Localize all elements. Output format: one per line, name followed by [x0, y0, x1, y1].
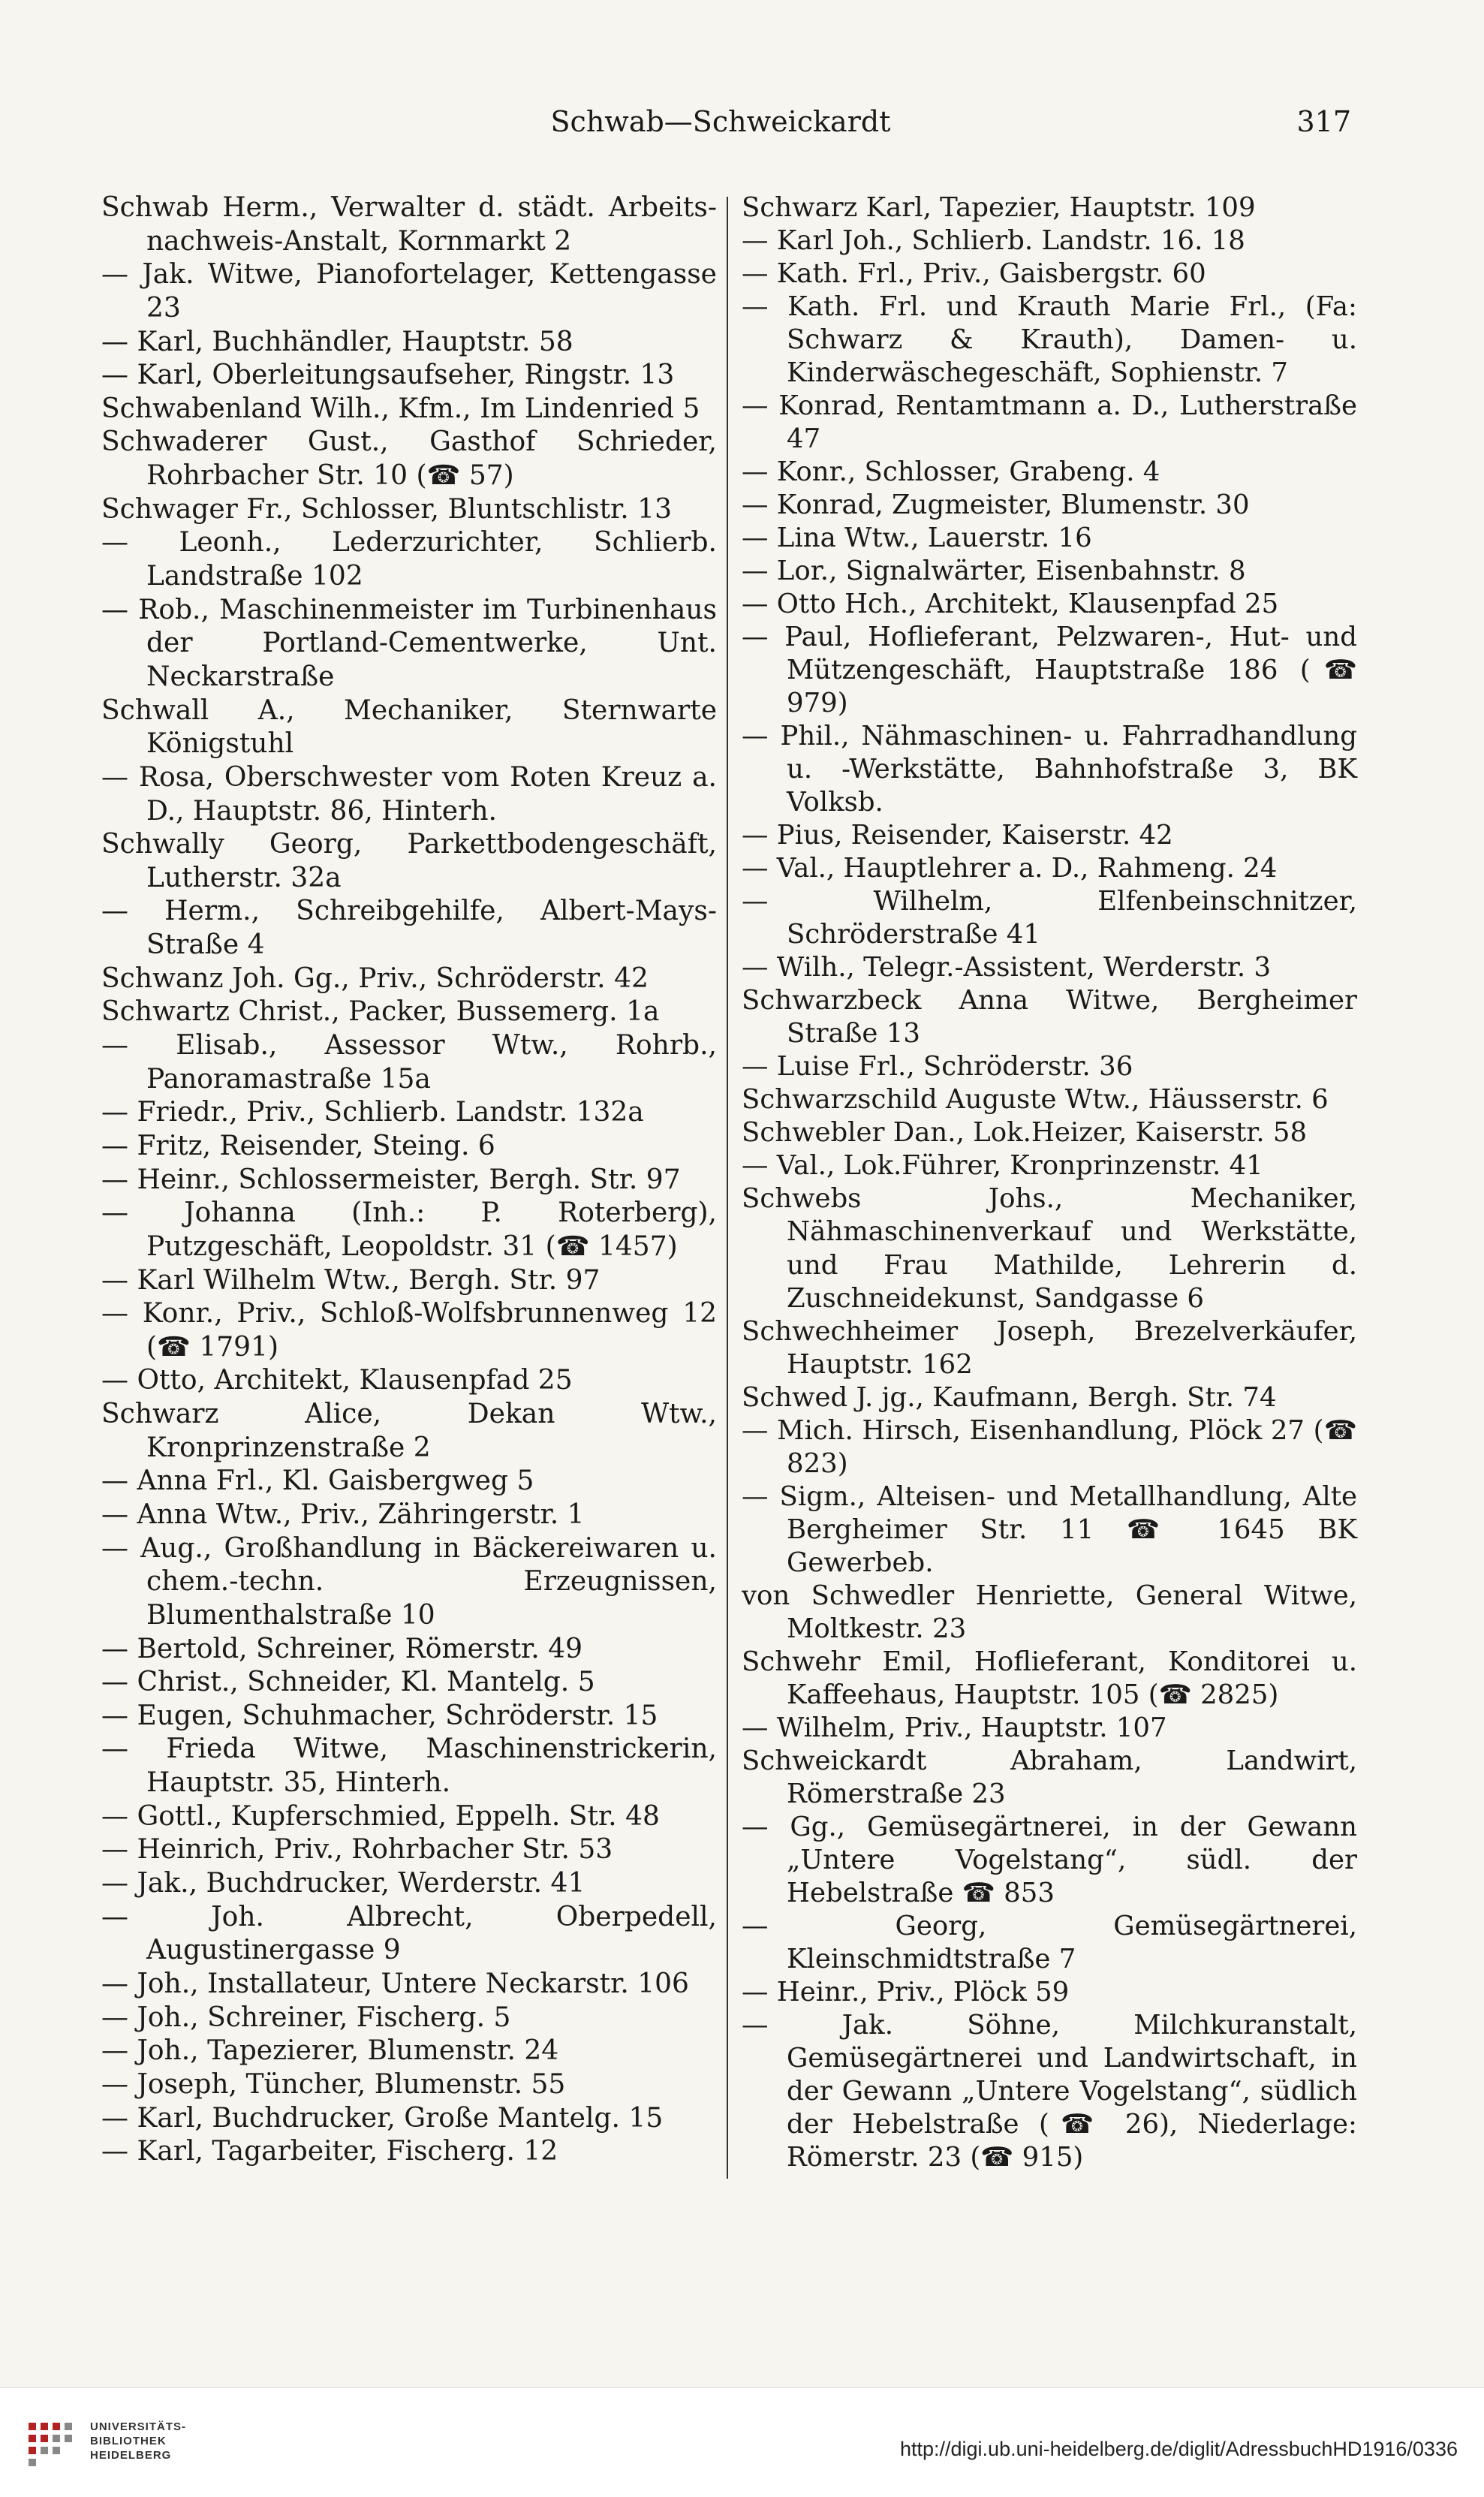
directory-entry: — Anna Frl., Kl. Gaisbergweg 5: [101, 1465, 534, 1497]
directory-entry: — Eugen, Schuhmacher, Schröderstr. 15: [101, 1700, 658, 1731]
directory-entry: — Frieda Witwe, Maschinenstrickerin, Hauptstr. 35, Hinterh.: [101, 1733, 717, 1799]
directory-entry: — Anna Wtw., Priv., Zähringerstr. 1: [101, 1499, 585, 1530]
directory-entry: — Johanna (Inh.: P. Roterberg), Putzgeschäft, Leopoldstr. 31 (☎ 1457): [101, 1197, 717, 1262]
directory-entry: — Otto Hch., Architekt, Klausenpfad 25: [742, 589, 1279, 620]
directory-entry: — Leonh., Lederzurichter, Schlierb. Landstraße 102: [101, 527, 717, 592]
directory-entry: Schwehr Emil, Hoflieferant, Konditorei u. Kaffeehaus, Hauptstr. 105 (☎ 2825): [742, 1646, 1357, 1710]
directory-entry: — Karl, Buchhändler, Hauptstr. 58: [101, 326, 573, 357]
directory-entry: — Georg, Gemüsegärtnerei, Kleinschmidtstraße 7: [742, 1910, 1357, 1974]
footer-bar: [0, 2387, 1484, 2497]
directory-entry: — Jak. Witwe, Pianofortelager, Kettengasse 23: [101, 259, 717, 324]
directory-entry: — Konrad, Zugmeister, Blumenstr. 30: [742, 489, 1250, 521]
directory-entry: — Joh., Schreiner, Fischerg. 5: [101, 2002, 511, 2033]
column-divider: [727, 197, 728, 2179]
directory-entry: — Heinrich, Priv., Rohrbacher Str. 53: [101, 1834, 613, 1866]
directory-entry: — Kath. Frl. und Krauth Marie Frl., (Fa: Schwarz & Krauth), Damen- u. Kinderwäschegeschäft, Sophienstr. 7: [742, 291, 1357, 389]
directory-entry: Schwab Herm., Verwalter d. städt. Arbeits-nachweis-Anstalt, Kornmarkt 2: [101, 192, 717, 257]
directory-entry: — Karl Wilhelm Wtw., Bergh. Str. 97: [101, 1264, 601, 1296]
directory-entry: — Rosa, Oberschwester vom Roten Kreuz a. D., Hauptstr. 86, Hinterh.: [101, 761, 717, 827]
directory-entry: — Elisab., Assessor Wtw., Rohrb., Panoramastraße 15a: [101, 1030, 717, 1095]
directory-entry: — Aug., Großhandlung in Bäckereiwaren u. chem.-techn. Erzeugnissen, Blumenthalstraße 10: [101, 1532, 717, 1631]
directory-entry: — Jak. Söhne, Milchkuranstalt, Gemüsegärtnerei und Landwirtschaft, in der Gewann „Untere Vogelstang“, südlich der Hebelstraße (☎ 26), Niederlage: Römerstr. 23 (☎ 915): [742, 2009, 1357, 2173]
directory-entry: Schwager Fr., Schlosser, Bluntschlistr. 13: [101, 493, 672, 525]
directory-entry: — Joh., Tapezierer, Blumenstr. 24: [101, 2035, 559, 2067]
page-header: [90, 105, 1351, 150]
directory-entry: — Sigm., Alteisen- und Metallhandlung, Alte Bergheimer Str. 11 ☎ 1645 BK Gewerbeb.: [742, 1480, 1357, 1578]
directory-entry: — Konr., Priv., Schloß-Wolfsbrunnenweg 12 (☎ 1791): [101, 1298, 717, 1363]
directory-entry: — Luise Frl., Schröderstr. 36: [742, 1051, 1133, 1083]
page-number: 317: [1296, 105, 1351, 138]
directory-entry: — Val., Lok.Führer, Kronprinzenstr. 41: [742, 1150, 1263, 1182]
directory-entry: — Rob., Maschinenmeister im Turbinenhaus der Portland-Cementwerke, Unt. Neckarstraße: [101, 594, 717, 692]
directory-entry: — Kath. Frl., Priv., Gaisbergstr. 60: [742, 258, 1206, 290]
directory-entry: — Joh., Installateur, Untere Neckarstr. 106: [101, 1968, 689, 1999]
right-column: [742, 191, 1357, 2174]
directory-entry: — Karl, Oberleitungsaufseher, Ringstr. 13: [101, 360, 675, 391]
directory-entry: Schwabenland Wilh., Kfm., Im Lindenried 5: [101, 393, 700, 424]
directory-entry: — Val., Hauptlehrer a. D., Rahmeng. 24: [742, 853, 1278, 884]
directory-entry: Schwechheimer Joseph, Brezelverkäufer, Hauptstr. 162: [742, 1315, 1357, 1380]
directory-entry: — Christ., Schneider, Kl. Mantelg. 5: [101, 1667, 595, 1698]
running-title: Schwab—Schweickardt: [550, 105, 891, 138]
directory-entry: — Jak., Buchdrucker, Werderstr. 41: [101, 1868, 585, 1899]
directory-entry: Schwally Georg, Parkettbodengeschäft, Lutherstr. 32a: [101, 829, 717, 893]
directory-entry: Schwarzschild Auguste Wtw., Häusserstr. 6: [742, 1084, 1329, 1116]
directory-entry: Schwarzbeck Anna Witwe, Bergheimer Straße 13: [742, 985, 1357, 1050]
directory-entry: Schwaderer Gust., Gasthof Schrieder, Rohrbacher Str. 10 (☎ 57): [101, 426, 717, 492]
directory-entry: — Joseph, Tüncher, Blumenstr. 55: [101, 2068, 566, 2100]
directory-entry: — Konr., Schlosser, Grabeng. 4: [742, 456, 1160, 488]
directory-entry: Schwebler Dan., Lok.Heizer, Kaiserstr. 58: [742, 1117, 1308, 1149]
directory-entry: Schwed J. jg., Kaufmann, Bergh. Str. 74: [742, 1381, 1277, 1413]
directory-entry: — Lina Wtw., Lauerstr. 16: [742, 523, 1092, 554]
directory-entry: — Paul, Hoflieferant, Pelzwaren-, Hut- und Mützengeschäft, Hauptstraße 186 (☎ 979): [742, 622, 1357, 719]
directory-entry: — Pius, Reisender, Kaiserstr. 42: [742, 820, 1173, 851]
directory-entry: Schwarz Karl, Tapezier, Hauptstr. 109: [742, 192, 1256, 223]
left-column: [101, 191, 717, 2169]
library-name-line: HEIDELBERG: [90, 2449, 172, 2462]
directory-entry: — Gg., Gemüsegärtnerei, in der Gewann „Untere Vogelstang“, südl. der Hebelstraße ☎ 853: [742, 1811, 1357, 1908]
directory-entry: Schwebs Johs., Mechaniker, Nähmaschinenverkauf und Werkstätte, und Frau Mathilde, Lehrerin d. Zuschneidekunst, Sandgasse 6: [742, 1183, 1357, 1314]
directory-entry: — Karl, Buchdrucker, Große Mantelg. 15: [101, 2102, 664, 2134]
directory-entry: — Mich. Hirsch, Eisenhandlung, Plöck 27 (☎ 823): [742, 1414, 1357, 1479]
directory-entry: Schwanz Joh. Gg., Priv., Schröderstr. 42: [101, 962, 649, 994]
directory-entry: — Gottl., Kupferschmied, Eppelh. Str. 48: [101, 1800, 660, 1832]
directory-entry: — Heinr., Priv., Plöck 59: [742, 1976, 1070, 2008]
library-name-line: BIBLIOTHEK: [90, 2435, 167, 2447]
directory-entry: Schwall A., Mechaniker, Sternwarte Königstuhl: [101, 694, 717, 760]
directory-entry: — Wilh., Telegr.-Assistent, Werderstr. 3: [742, 952, 1272, 983]
source-url-link[interactable]: http://digi.ub.uni-heidelberg.de/diglit/AdressbuchHD1916/0336: [899, 2438, 1458, 2460]
directory-entry: — Lor., Signalwärter, Eisenbahnstr. 8: [742, 556, 1246, 587]
directory-entry: Schweickardt Abraham, Landwirt, Römerstraße 23: [742, 1745, 1357, 1809]
directory-entry: — Heinr., Schlossermeister, Bergh. Str. 97: [101, 1164, 681, 1195]
directory-entry: — Wilhelm, Priv., Hauptstr. 107: [742, 1712, 1167, 1743]
directory-entry: — Karl, Tagarbeiter, Fischerg. 12: [101, 2136, 558, 2167]
library-logo-icon: [23, 2417, 83, 2477]
directory-entry: — Phil., Nähmaschinen- u. Fahrradhandlung u. -Werkstätte, Bahnhofstraße 3, BK Volksb.: [742, 721, 1357, 818]
library-name: [90, 2420, 186, 2462]
directory-entry: Schwarz Alice, Dekan Wtw., Kronprinzenstraße 2: [101, 1399, 717, 1463]
directory-entry: — Bertold, Schreiner, Römerstr. 49: [101, 1633, 582, 1664]
directory-entry: von Schwedler Henriette, General Witwe, Moltkestr. 23: [742, 1580, 1357, 1644]
directory-entry: — Herm., Schreibgehilfe, Albert-Mays-Straße 4: [101, 896, 717, 961]
directory-entry: — Karl Joh., Schlierb. Landstr. 16. 18: [742, 225, 1245, 257]
directory-entry: — Wilhelm, Elfenbeinschnitzer, Schröderstraße 41: [742, 886, 1357, 950]
directory-entry: — Otto, Architekt, Klausenpfad 25: [101, 1365, 573, 1396]
directory-entry: — Joh. Albrecht, Oberpedell, Augustinergasse 9: [101, 1901, 717, 1966]
library-name-line: UNIVERSITÄTS-: [90, 2420, 187, 2433]
directory-entry: Schwartz Christ., Packer, Bussemerg. 1a: [101, 996, 660, 1028]
directory-entry: — Fritz, Reisender, Steing. 6: [101, 1130, 495, 1161]
directory-entry: — Konrad, Rentamtmann a. D., Lutherstraße 47: [742, 390, 1357, 455]
directory-entry: — Friedr., Priv., Schlierb. Landstr. 132a: [101, 1097, 644, 1128]
